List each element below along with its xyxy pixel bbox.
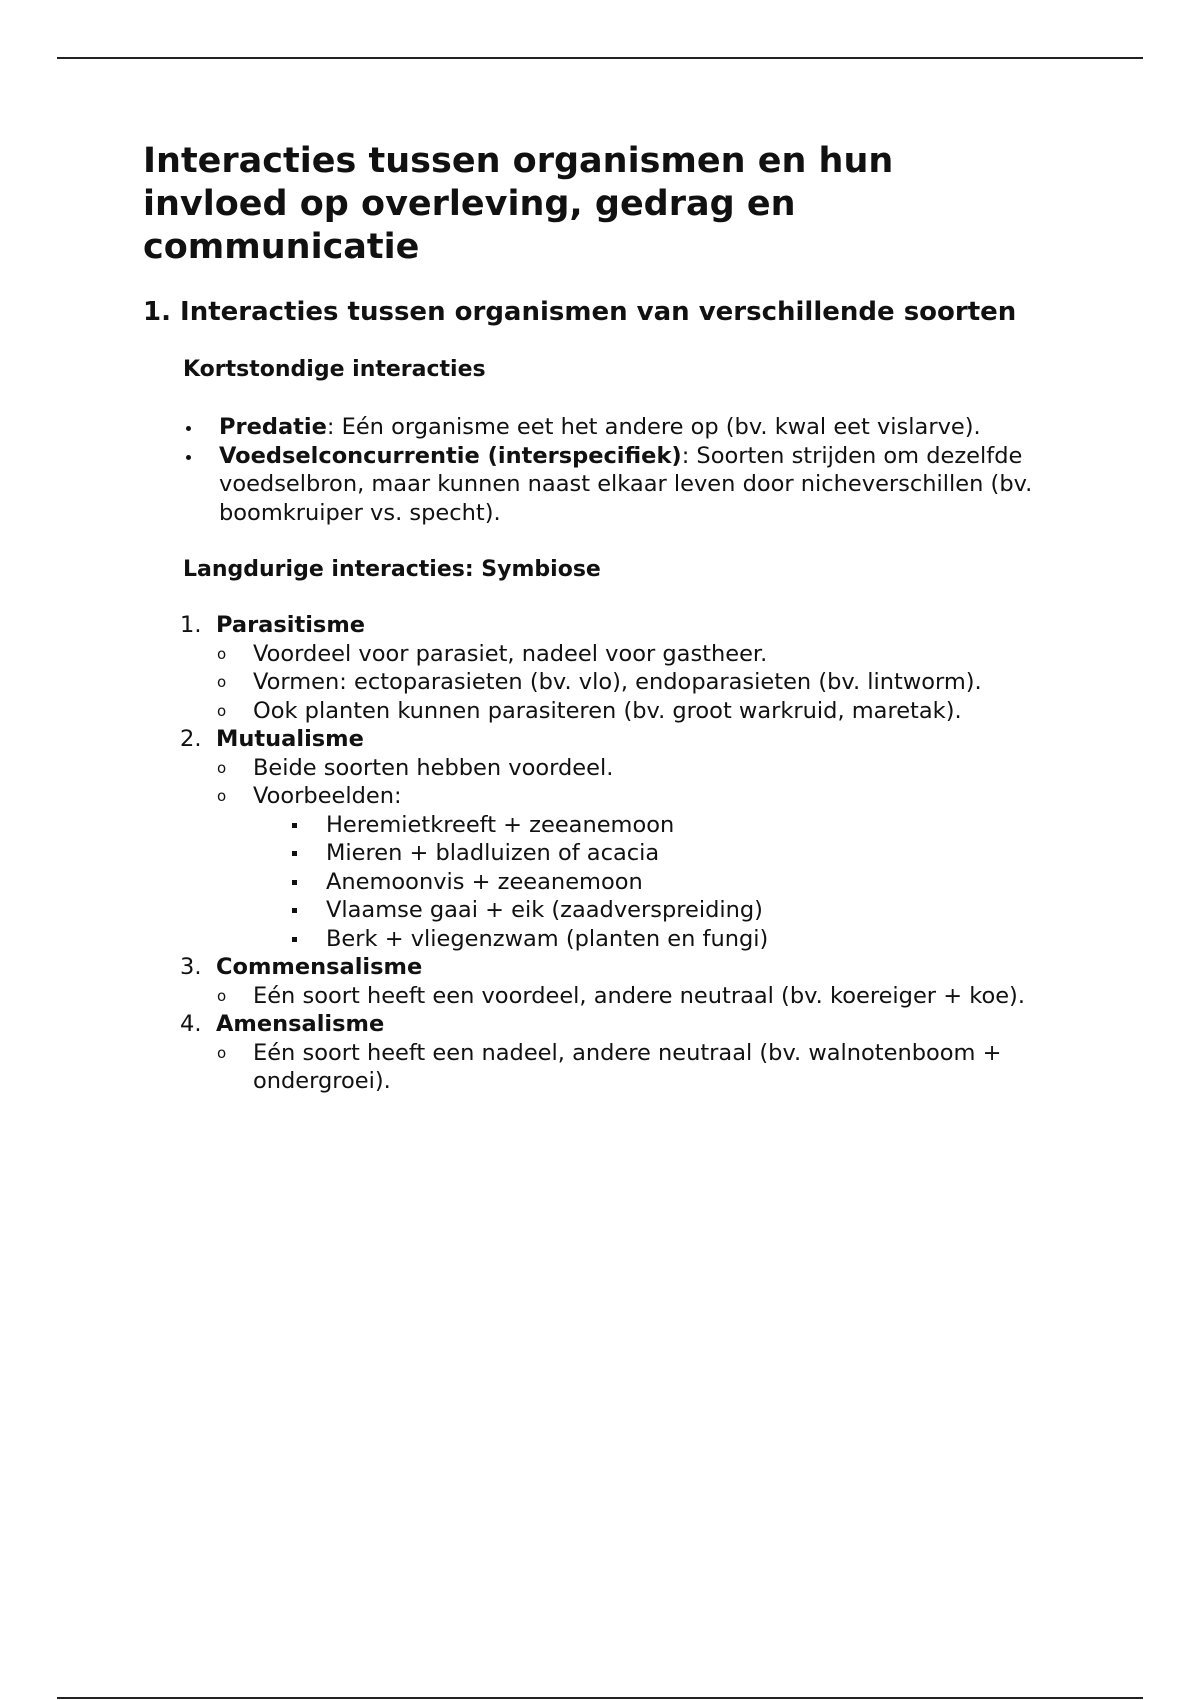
square-bullet-marker xyxy=(292,823,297,828)
item-term: Parasitisme xyxy=(216,612,366,638)
sub-item-text: Eén soort heeft een voordeel, andere neutraal (bv. koereiger + koe). xyxy=(253,982,1025,1009)
list-item xyxy=(183,442,1083,528)
sub-item-text: Ook planten kunnen parasiteren (bv. groot warkruid, maretak). xyxy=(253,697,962,724)
top-rule xyxy=(57,57,1143,59)
sub-list-item xyxy=(180,640,1083,669)
bottom-rule xyxy=(57,1697,1143,1699)
subheading-long-term: Langdurige interacties: Symbiose xyxy=(183,557,601,582)
sub-item-text: Eén soort heeft een nadeel, andere neutraal (bv. walnotenboom + ondergroei). xyxy=(253,1039,1002,1094)
sub-item-text: Beide soorten hebben voordeel. xyxy=(253,754,614,781)
square-bullet-marker xyxy=(292,908,297,913)
sub-bullet-marker: o xyxy=(217,701,227,720)
document-title: Interacties tussen organismen en hun invloed op overleving, gedrag en communicatie xyxy=(143,141,894,267)
item-term: Predatie xyxy=(219,414,327,440)
numbered-item-mutualisme xyxy=(180,725,1083,754)
sub-list-item xyxy=(180,1039,1083,1096)
item-term: Amensalisme xyxy=(216,1011,385,1037)
example-item xyxy=(180,811,1083,840)
sub-list-item xyxy=(180,697,1083,726)
section-content xyxy=(143,355,1083,385)
sub-bullet-marker: o xyxy=(217,758,227,777)
square-bullet-marker xyxy=(292,880,297,885)
example-text: Mieren + bladluizen of acacia xyxy=(326,840,660,866)
sub-item-text: Voorbeelden: xyxy=(253,783,402,809)
short-term-list xyxy=(183,413,1083,527)
item-term: Voedselconcurrentie (interspecifiek) xyxy=(219,442,682,469)
sub-bullet-marker: o xyxy=(217,787,227,805)
symbiosis-list xyxy=(180,611,1083,1096)
example-item xyxy=(180,896,1083,925)
item-number: 1. xyxy=(180,612,202,638)
sub-bullet-marker: o xyxy=(217,986,227,1005)
sub-item-text: Voordeel voor parasiet, nadeel voor gastheer. xyxy=(253,640,768,667)
sub-list-item xyxy=(180,668,1083,697)
sub-list-item xyxy=(180,754,1083,783)
example-text: Heremietkreeft + zeeanemoon xyxy=(326,811,675,838)
sub-bullet-marker: o xyxy=(217,644,227,663)
item-term: Mutualisme xyxy=(216,726,364,752)
example-text: Anemoonvis + zeeanemoon xyxy=(326,868,643,895)
numbered-item-commensalisme xyxy=(180,953,1083,982)
example-text: Vlaamse gaai + eik (zaadverspreiding) xyxy=(326,897,763,923)
section-heading: 1. Interacties tussen organismen van verschillende soorten xyxy=(143,297,1017,327)
subheading-short-term: Kortstondige interacties xyxy=(183,357,486,382)
square-bullet-marker xyxy=(292,937,297,942)
item-number: 3. xyxy=(180,954,202,980)
item-number: 2. xyxy=(180,726,202,752)
list-item xyxy=(183,413,1083,442)
item-text: : Soorten strijden om dezelfde voedselbron, maar kunnen naast elkaar leven door nicheverschillen (bv. boomkruiper vs. specht). xyxy=(219,442,1033,526)
document-body xyxy=(143,140,1083,385)
item-text: : Eén organisme eet het andere op (bv. kwal eet vislarve). xyxy=(326,414,981,440)
example-item xyxy=(180,839,1083,868)
item-number: 4. xyxy=(180,1011,202,1037)
example-item xyxy=(180,925,1083,954)
item-term: Commensalisme xyxy=(216,954,423,980)
sub-bullet-marker: o xyxy=(217,673,227,691)
sub-list-item xyxy=(180,782,1083,811)
sub-bullet-marker: o xyxy=(217,1043,227,1062)
example-item xyxy=(180,868,1083,897)
numbered-item-parasitisme xyxy=(180,611,1083,640)
sub-item-text: Vormen: ectoparasieten (bv. vlo), endoparasieten (bv. lintworm). xyxy=(253,669,982,695)
square-bullet-marker xyxy=(292,851,297,856)
sub-list-item xyxy=(180,982,1083,1011)
numbered-item-amensalisme xyxy=(180,1010,1083,1039)
example-text: Berk + vliegenzwam (planten en fungi) xyxy=(326,925,769,952)
